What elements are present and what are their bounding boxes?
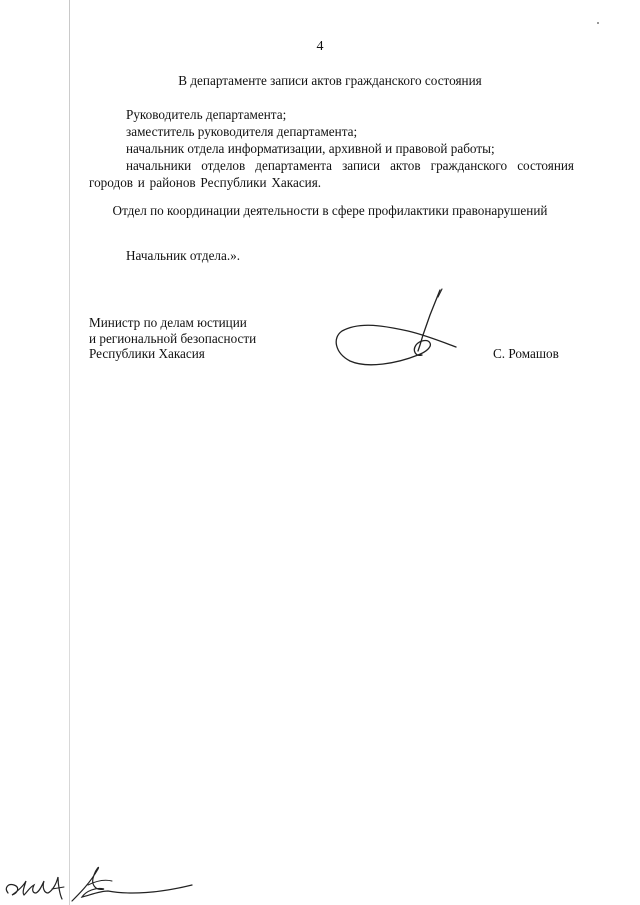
signatory-position-line: Министр по делам юстиции — [89, 315, 247, 330]
signatory-position-line: Республики Хакасия — [89, 346, 205, 361]
section-title-prevention-dept: Отдел по координации деятельности в сфере профилактики правонарушений — [112, 203, 548, 218]
list-item: начальники отделов департамента записи актов гражданского состояния городов и районов Республики Хакасия. — [89, 158, 574, 190]
signatory-position-line: и региональной безопасности — [89, 330, 257, 346]
handwritten-signature — [330, 285, 460, 385]
list-item: заместитель руководителя департамента; — [126, 124, 358, 139]
scan-speck — [597, 22, 599, 24]
page-margin-line — [69, 0, 70, 905]
list-item: Руководитель департамента; — [126, 107, 287, 122]
list-item: Начальник отдела.». — [126, 248, 241, 263]
initials-signature — [0, 855, 200, 905]
section-title-civil-registry: В департаменте записи актов гражданского состояния — [178, 73, 482, 88]
position-list — [89, 106, 574, 191]
list-item: начальник отдела информатизации, архивной и правовой работы; — [126, 141, 495, 156]
page-number: 4 — [316, 39, 324, 54]
signatory-name: С. Ромашов — [493, 346, 559, 361]
signatory-position — [89, 315, 256, 362]
